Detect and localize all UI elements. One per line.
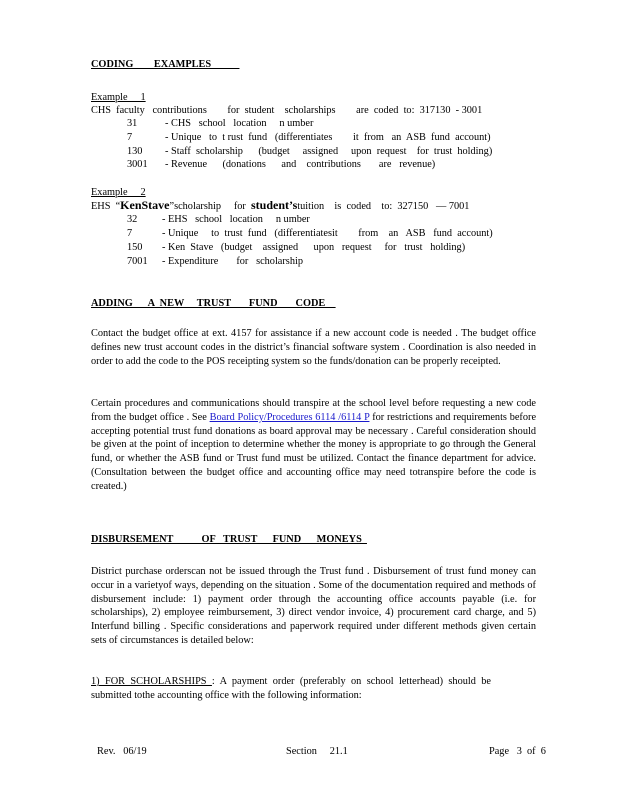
footer-page-number: Page 3 of 6 <box>489 746 546 757</box>
example-2-code-1: 32 <box>127 214 138 225</box>
example-2-desc-1: - EHS school location n umber <box>162 214 310 225</box>
example-2-code-4: 7001 <box>127 256 148 267</box>
example-2-desc-4: - Expenditure for scholarship <box>162 256 303 267</box>
example-2-desc-2: - Unique to trust fund (differentiatesit from an ASB fund account) <box>162 228 493 239</box>
policy-number-link[interactable]: 6114 /6114 P <box>312 411 370 423</box>
footer-section: Section 21.1 <box>286 746 348 757</box>
adding-paragraph-1: Contact the budget office at ext. 4157 for assistance if a new account code is needed . The budget office defines new trust account codes in the district’s financial software system . Coordination is also needed in order to add the code to the POS receipting system so the funds/donation can be properly receipted. <box>91 328 536 367</box>
scholarships-paragraph: 1) FOR SCHOLARSHIPS : A payment order (preferably on school letterhead) should be submitted tothe accounting office with the following information: <box>91 676 491 701</box>
example-1-desc-4: - Revenue (donations and contributions are revenue) <box>165 159 436 170</box>
section-heading-adding-code: ADDING A NEW TRUST FUND CODE <box>91 298 336 309</box>
example-1-code-2: 7 <box>127 132 133 143</box>
example-1-code-4: 3001 <box>127 159 148 170</box>
example-1-desc-2: - Unique to t rust fund (differentiates it from an ASB fund account) <box>165 132 491 143</box>
example-1-label: Example 1 <box>91 92 146 103</box>
example-2-intro: EHS “KenStave”scholarship for student’stuition is coded to: 327150 — 7001 <box>91 198 470 212</box>
example-1-code-1: 31 <box>127 118 138 129</box>
disbursement-paragraph: District purchase orderscan not be issued through the Trust fund . Disbursement of trust fund money can occur in a varietyof ways, depending on the situation . Some of the documentation required and methods of disbursement include: 1) payment order through the accounting office accounts payable (i.e. for scholarships), 2) employee reimbursement, 3) direct vendor invoice, 4) procurement card charge, and 5) Interfund billing . Specific considerations and paperwork required under different methods given certain sets of circumstances is detailed below: <box>91 566 536 646</box>
example-1-code-3: 130 <box>127 146 143 157</box>
adding-paragraph-2: Certain procedures and communications should transpire at the school level before requesting a new code from the budget office . See Board Policy/Procedures 6114 /6114 P for restrictions and requirements before accepting potential trust fund donations as board approval may be necessary . Careful consideration should be given at the point of inception to determine whether the money is appropriate to go through the General fund, or whether the ASB fund or Trust fund must be utilized. Contact the finance department for advice. (Consultation between the budget office and accounting office may need totranspire before the code is created.) <box>91 398 537 492</box>
footer-revision: Rev. 06/19 <box>97 746 147 757</box>
scholarships-heading: 1) FOR SCHOLARSHIPS <box>91 676 212 687</box>
example-2-label: Example 2 <box>91 187 146 198</box>
example-1-intro: CHS faculty contributions for student scholarships are coded to: 317130 - 3001 <box>91 105 483 116</box>
example-2-code-3: 150 <box>127 242 143 253</box>
example-2-desc-3: - Ken Stave (budget assigned upon request for trust holding) <box>162 242 466 253</box>
example-1-desc-3: - Staff scholarship (budget assigned upon request for trust holding) <box>165 146 493 157</box>
board-policy-link[interactable]: Board Policy/Procedures <box>209 411 313 423</box>
example-2-code-2: 7 <box>127 228 133 239</box>
example-1-desc-1: - CHS school location n umber <box>165 118 314 129</box>
section-heading-disbursement: DISBURSEMENT OF TRUST FUND MONEYS <box>91 534 367 545</box>
section-heading-coding-examples: CODING EXAMPLES <box>91 59 240 70</box>
